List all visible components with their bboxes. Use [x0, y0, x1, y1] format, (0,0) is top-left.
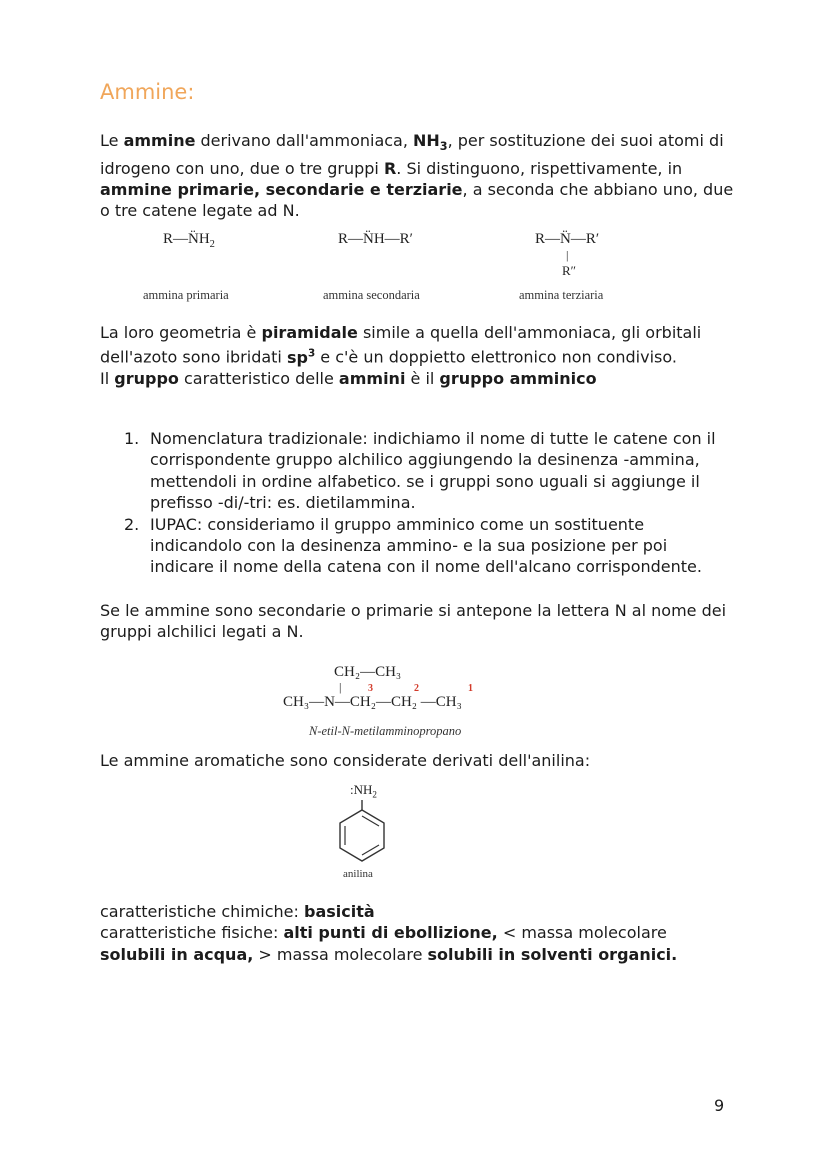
tertiary-amine-label: ammina terziaria	[519, 288, 604, 302]
list-item: 1. Nomenclatura tradizionale: indichiamo il nome di tutte le catene con il corrispondente gruppo alchilico aggiungendo la desinenza -ammina, mettendoli in ordine alfabetico. se i gruppi sono uguali si aggiunge il prefisso -di/-tri: es. dietilammina.	[124, 429, 716, 513]
ethyl-bond: |	[339, 680, 342, 694]
secondary-amine-label: ammina secondaria	[323, 288, 420, 302]
tertiary-amine-bond: |	[566, 248, 569, 262]
geometry-paragraph: La loro geometria è piramidale simile a quella dell'ammoniaca, gli orbitali dell'azoto sono ibridati $sp^3$ e c'è un doppietto elettronico non condiviso. Il gruppo caratteristico delle ammini è il gruppo amminico	[100, 323, 702, 389]
primary-amine-formula: $R—N̈H_2$	[163, 231, 215, 250]
secondary-amine-formula: R—N̈H—R′	[338, 231, 413, 247]
aromatic-note: Le ammine aromatiche sono considerate derivati dell'anilina:	[100, 751, 591, 770]
tertiary-amine-formula: R—N̈—R′	[535, 231, 600, 247]
locant-1: 1	[468, 683, 473, 694]
intro-paragraph: Le ammine derivano dall'ammoniaca, $NH_3$, per sostituzione dei suoi atomi di idrogeno con uno, due o tre gruppi R. Si distinguono, rispettivamente, in ammine primarie, secondarie e terziarie, a seconda che abbiano uno, due o tre catene legate ad N.	[100, 131, 734, 221]
page-number: 9	[714, 1096, 725, 1115]
list-item: 2. IUPAC: consideriamo il gruppo amminico come un sostituente indicandolo con la desinenza ammino- e la sua posizione per poi indicare il nome della catena con il nome dell'alcano corrispondente.	[124, 514, 702, 577]
locant-2: 2	[414, 683, 419, 694]
aniline-caption: anilina	[343, 868, 373, 880]
nomenclature-list	[100, 428, 730, 578]
amino-group: $:NH_2$	[350, 782, 377, 800]
tertiary-amine-r2: R″	[562, 263, 577, 278]
secondary-note: Se le ammine sono secondarie o primarie si antepone la lettera N al nome dei gruppi alchilici legati a N.	[100, 601, 727, 642]
ethyl-branch: CH₂—CH₃	[334, 664, 402, 680]
primary-amine-label: ammina primaria	[143, 288, 229, 302]
benzene-ring	[332, 800, 392, 870]
section-title: Ammine:	[100, 80, 195, 104]
ethyl-methyl-caption: N-etil-N-metilamminopropano	[309, 724, 462, 738]
main-chain: CH₃—N—CH₂—CH₂ —CH₃	[283, 694, 462, 710]
locant-3: 3	[368, 683, 373, 694]
properties-paragraph: caratteristiche chimiche: basicità caratteristiche fisiche: alti punti di ebollizione, < massa molecolare solubili in acqua, > massa molecolare solubili in solventi organici.	[100, 902, 678, 964]
